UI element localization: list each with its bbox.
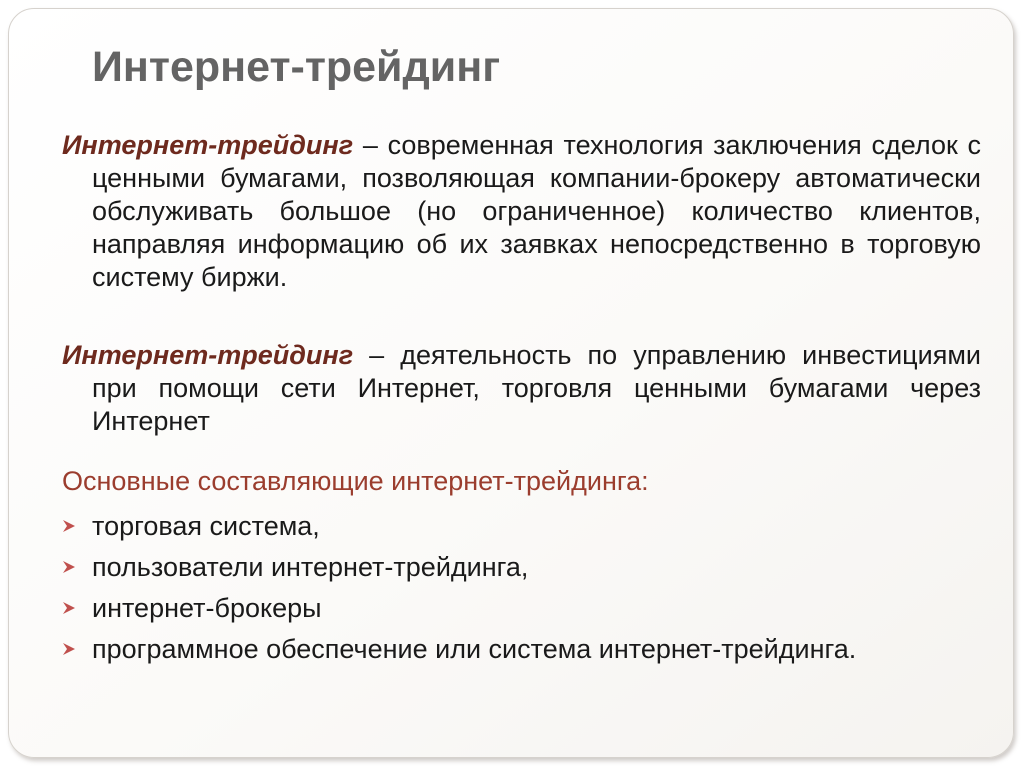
definition-term: Интернет-трейдинг [62,130,354,160]
list-item-text: интернет-брокеры [92,593,322,623]
definition-paragraph-2 [62,339,981,438]
components-subheading: Основные составляющие интернет-трейдинга: [62,466,649,496]
arrowhead-bullet-icon [62,601,76,615]
components-list [62,509,856,673]
list-item [62,550,856,584]
slide-title: Интернет-трейдинг [92,43,501,91]
definition-paragraph-1 [62,129,981,294]
slide [8,8,1014,758]
list-item [62,591,856,625]
list-item [62,509,856,543]
list-item [62,632,856,666]
definition-text: – современная технология заключения сделок с ценными бумагами, позволяющая компании-брокеру автоматически обслуживать большое (но ограниченное) количество клиентов, направляя информацию об их заявках непосредственно в торговую систему биржи. [92,130,981,292]
arrowhead-bullet-icon [62,560,76,574]
list-item-text: программное обеспечение или система интернет-трейдинга. [92,634,857,664]
arrowhead-bullet-icon [62,519,76,533]
list-item-text: пользователи интернет-трейдинга, [92,552,529,582]
arrowhead-bullet-icon [62,642,76,656]
list-item-text: торговая система, [92,511,320,541]
definition-text: – деятельность по управлению инвестициями при помощи сети Интернет, торговля ценными бумагами через Интернет [92,340,981,436]
definition-term: Интернет-трейдинг [62,340,354,370]
